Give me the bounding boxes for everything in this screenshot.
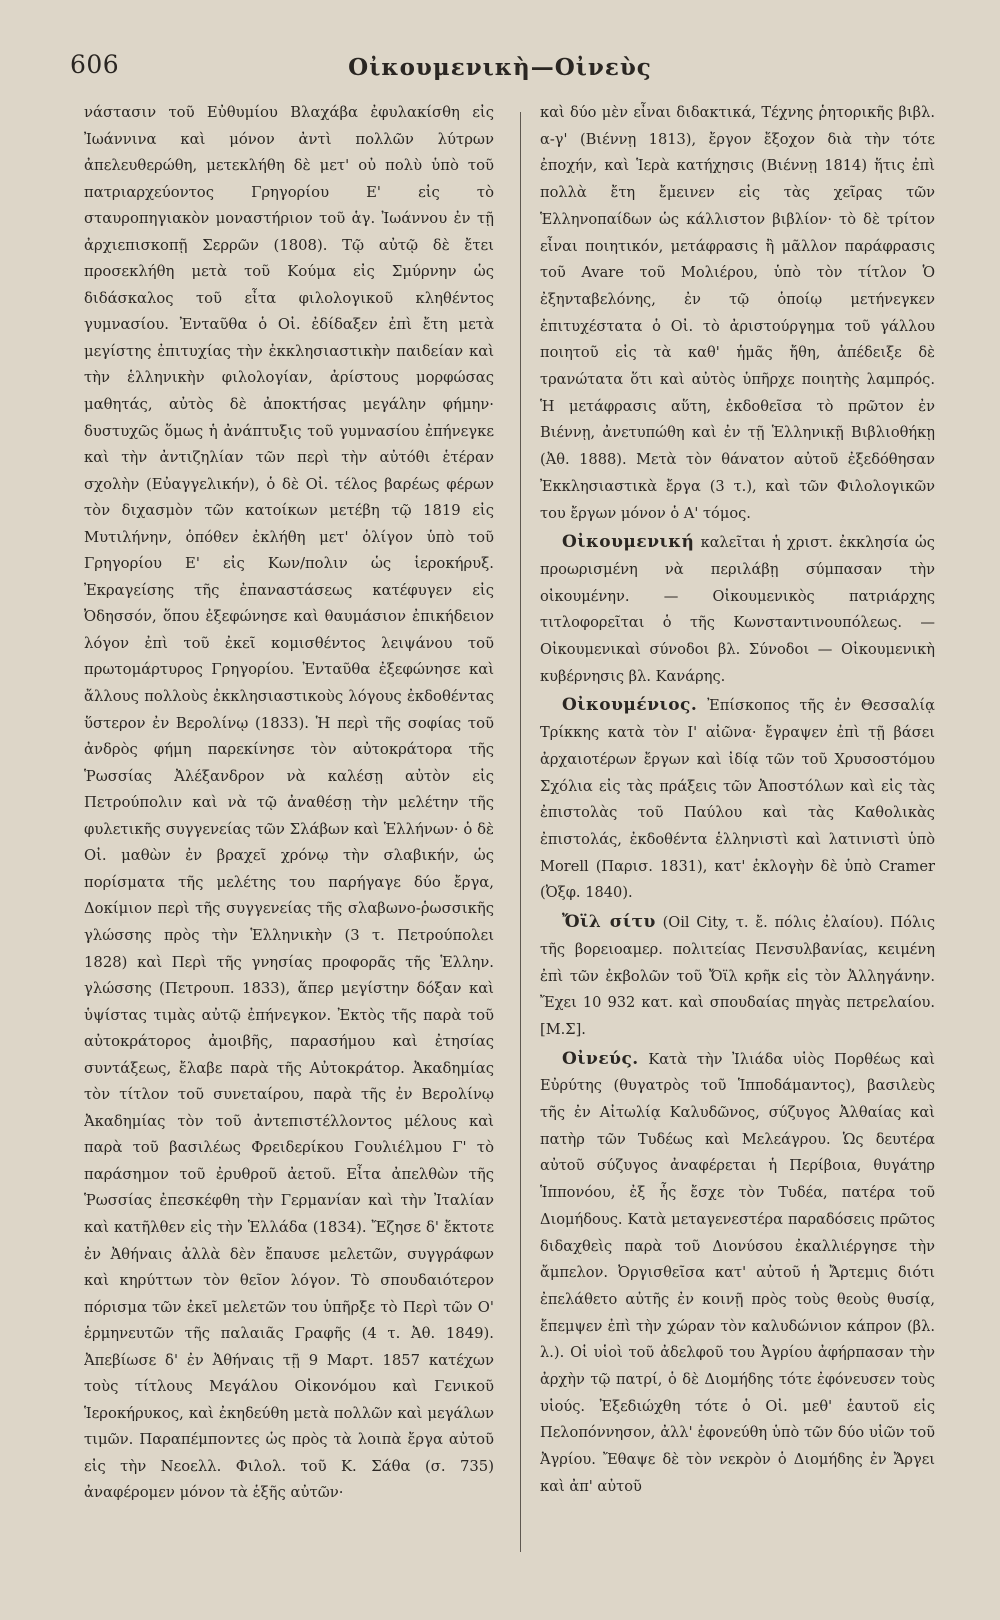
- right-column: [540, 100, 935, 1610]
- entry-headword: Ὄϊλ σίτυ: [562, 912, 656, 933]
- entry-text: (Oil City, τ. ἔ. πόλις ἐλαίου). Πόλις τῆς βορειοαμερ. πολιτείας Πενσυλβανίας, κειμένη ἐπὶ τῶν ἐκβολῶν τοῦ Ὄϊλ κρῆκ εἰς τὸν Ἀλληγάνην. Ἔχει 10 932 κατ. καὶ σπουδαίας πηγὰς πετρελαίου. [Μ.Σ].: [540, 914, 935, 1038]
- entry-text: καὶ δύο μὲν εἶναι διδακτικά, Τέχνης ῥητορικῆς βιβλ. α-γ' (Βιέννῃ 1813), ἔργον ἔξοχον διὰ τὴν τότε ἐποχήν, καὶ Ἱερὰ κατήχησις (Βιέννῃ 1814) ἥτις ἐπὶ πολλὰ ἔτη ἔμεινεν εἰς τὰς χεῖρας τῶν Ἑλληνοπαίδων ὡς κάλλιστον βιβλίον· τὸ δὲ τρίτον εἶναι ποιητικόν, μετάφρασις ἢ μᾶλλον παράφρασις τοῦ Avare τοῦ Μολιέρου, ὑπὸ τὸν τίτλον Ὁ ἐξηνταβελόνης, ἐν τῷ ὁποίῳ μετήνεγκεν ἐπιτυχέστατα ὁ Οἰ. τὸ ἀριστούργημα τοῦ γάλλου ποιητοῦ εἰς τὰ καθ' ἡμᾶς ἤθη, ἀπέδειξε δὲ τρανώτατα ὅτι καὶ αὐτὸς ὑπῆρχε ποιητὴς λαμπρός. Ἡ μετάφρασις αὕτη, ἐκδοθεῖσα τὸ πρῶτον ἐν Βιέννῃ, ἀνετυπώθη καὶ ἐν τῇ Ἑλληνικῇ Βιβλιοθήκῃ (Ἀθ. 1888). Μετὰ τὸν θάνατον αὐτοῦ ἐξεδόθησαν Ἐκκλησιαστικὰ ἔργα (3 τ.), καὶ τῶν Φιλολογικῶν του ἔργων μόνον ὁ Α' τόμος.: [540, 104, 935, 522]
- entry-text: Ἐπίσκοπος τῆς ἐν Θεσσαλίᾳ Τρίκκης κατὰ τὸν Ι' αἰῶνα· ἔγραψεν ἐπὶ τῇ βάσει ἀρχαιοτέρων ἔργων καὶ ἰδίᾳ τῶν τοῦ Χρυσοστόμου Σχόλια εἰς τὰς πράξεις τῶν Ἀποστόλων καὶ εἰς τὰς ἐπιστολὰς τοῦ Παύλου καὶ τὰς Καθολικὰς ἐπιστολάς, ἐκδοθέντα ἑλληνιστὶ καὶ λατινιστὶ ὑπὸ Morell (Παρισ. 1831), κατ' ἐκλογὴν δὲ ὑπὸ Cramer (Ὀξφ. 1840).: [540, 697, 935, 902]
- entry-text: καλεῖται ἡ χριστ. ἐκκλησία ὡς προωρισμένη νὰ περιλάβῃ σύμπασαν τὴν οἰκουμένην. — Οἰκουμενικὸς πατριάρχης τιτλοφορεῖται ὁ τῆς Κωνσταντινουπόλεως. — Οἰκουμενικαὶ σύνοδοι βλ. Σύνοδοι — Οἰκουμενικὴ κυβέρνησις βλ. Κανάρης.: [540, 534, 935, 685]
- entry-oil-city: [540, 909, 935, 1044]
- entry-oikoumeniki: [540, 529, 935, 690]
- entry-headword: Οἰκουμενική: [562, 532, 695, 553]
- running-head: Οἰκουμενικὴ—Οἰνεὺς: [348, 54, 652, 81]
- entry-headword: Οἰκουμένιος.: [562, 695, 698, 716]
- entry-oineus: [540, 1046, 935, 1501]
- right-paragraph-continuation: [540, 100, 935, 527]
- left-paragraph: νάστασιν τοῦ Εὐθυμίου Βλαχάβα ἐφυλακίσθη εἰς Ἰωάννινα καὶ μόνον ἀντὶ πολλῶν λύτρων ἀπελευθερώθη, μετεκλήθη δὲ μετ' οὐ πολὺ ὑπὸ τοῦ πατριαρχεύοντος Γρηγορίου Ε' εἰς τὸ σταυροπηγιακὸν μοναστήριον τοῦ ἁγ. Ἰωάννου ἐν τῇ ἀρχιεπισκοπῇ Σερρῶν (1808). Τῷ αὐτῷ δὲ ἔτει προσεκλήθη μετὰ τοῦ Κούμα εἰς Σμύρνην ὡς διδάσκαλος τοῦ εἶτα φιλολογικοῦ κληθέντος γυμνασίου. Ἐνταῦθα ὁ Οἰ. ἐδίδαξεν ἐπὶ ἔτη μετὰ μεγίστης ἐπιτυχίας τὴν ἐκκλησιαστικὴν παιδείαν καὶ τὴν ἑλληνικὴν φιλολογίαν, ἀρίστους μορφώσας μαθητάς, αὐτὸς δὲ ἀποκτήσας μεγάλην φήμην· δυστυχῶς ὅμως ἡ ἀνάπτυξις τοῦ γυμνασίου ἐπήνεγκε καὶ τὴν ἀντιζηλίαν τῶν περὶ τὴν αὐτόθι ἑτέραν σχολὴν (Εὐαγγελικήν), ὁ δὲ Οἰ. τέλος βαρέως φέρων τὸν διχασμὸν τῶν κατοίκων μετέβη τῷ 1819 εἰς Μυτιλήνην, ὁπόθεν ἐκλήθη μετ' ὀλίγον ὑπὸ τοῦ Γρηγορίου Ε' εἰς Κων/πολιν ὡς ἱεροκήρυξ. Ἐκραγείσης τῆς ἐπαναστάσεως κατέφυγεν εἰς Ὀδησσόν, ὅπου ἐξεφώνησε καὶ θαυμάσιον ἐπικήδειον λόγον ἐπὶ τοῦ ἐκεῖ κομισθέντος λειψάνου τοῦ πρωτομάρτυρος Γρηγορίου. Ἐνταῦθα ἐξεφώνησε καὶ ἄλλους πολλοὺς ἐκκλησιαστικοὺς λόγους ἐκδοθέντας ὕστερον ἐν Βερολίνῳ (1833). Ἡ περὶ τῆς σοφίας τοῦ ἀνδρὸς φήμη παρεκίνησε τὸν αὐτοκράτορα τῆς Ῥωσσίας Ἀλέξανδρον νὰ καλέσῃ αὐτὸν εἰς Πετρούπολιν καὶ νὰ τῷ ἀναθέσῃ τὴν μελέτην τῆς φυλετικῆς συγγενείας τῶν Σλάβων καὶ Ἑλλήνων· ὁ δὲ Οἰ. μαθὼν ἐν βραχεῖ χρόνῳ τὴν σλαβικήν, ὡς πορίσματα τῆς μελέτης του παρήγαγε δύο ἔργα, Δοκίμιον περὶ τῆς συγγενείας τῆς σλαβωνο-ῥωσσικῆς γλώσσης πρὸς τὴν Ἑλληνικὴν (3 τ. Πετρούπολει 1828) καὶ Περὶ τῆς γνησίας προφορᾶς τῆς Ἑλλην. γλώσσης (Πετρουπ. 1833), ἅπερ μεγίστην δόξαν καὶ ὑψίστας τιμὰς αὐτῷ ἐπήνεγκον. Ἐκτὸς τῆς παρὰ τοῦ αὐτοκράτορος ἀμοιβῆς, παρασήμου καὶ ἐτησίας συντάξεως, ἔλαβε παρὰ τῆς Αὐτοκράτορ. Ἀκαδημίας τὸν τίτλον τοῦ συνεταίρου, παρὰ τῆς ἐν Βερολίνῳ Ἀκαδημίας τὸν τοῦ ἀντεπιστέλλοντος μέλους καὶ παρὰ τοῦ βασιλέως Φρειδερίκου Γουλιέλμου Γ' τὸ παράσημον τοῦ ἐρυθροῦ ἀετοῦ. Εἶτα ἀπελθὼν τῆς Ῥωσσίας ἐπεσκέφθη τὴν Γερμανίαν καὶ τὴν Ἰταλίαν καὶ κατῆλθεν εἰς τὴν Ἑλλάδα (1834). Ἔζησε δ' ἔκτοτε ἐν Ἀθήναις ἀλλὰ δὲν ἔπαυσε μελετῶν, συγγράφων καὶ κηρύττων τὸν θεῖον λόγον. Τὸ σπουδαιότερον πόρισμα τῶν ἐκεῖ μελετῶν του ὑπῆρξε τὸ Περὶ τῶν Ο' ἑρμηνευτῶν τῆς παλαιᾶς Γραφῆς (4 τ. Ἀθ. 1849). Ἀπεβίωσε δ' ἐν Ἀθήναις τῇ 9 Μαρτ. 1857 κατέχων τοὺς τίτλους Μεγάλου Οἰκονόμου καὶ Γενικοῦ Ἱεροκήρυκος, καὶ ἐκηδεύθη μετὰ πολλῶν καὶ μεγάλων τιμῶν. Παραπέμποντες ὡς πρὸς τὰ λοιπὰ ἔργα αὐτοῦ εἰς τὴν Νεοελλ. Φιλολ. τοῦ Κ. Σάθα (σ. 735) ἀναφέρομεν μόνον τὰ ἑξῆς αὐτῶν·: [84, 104, 494, 1502]
- entry-oikoumenios: [540, 692, 935, 907]
- entry-text: Κατὰ τὴν Ἰλιάδα υἱὸς Πορθέως καὶ Εὐρύτης (θυγατρὸς τοῦ Ἱπποδάμαντος), βασιλεὺς τῆς ἐν Αἰτωλίᾳ Καλυδῶνος, σύζυγος Ἀλθαίας καὶ πατὴρ τῶν Τυδέως καὶ Μελεάγρου. Ὡς δευτέρα αὐτοῦ σύζυγος ἀναφέρεται ἡ Περίβοια, θυγάτηρ Ἱππονόου, ἐξ ἧς ἔσχε τὸν Τυδέα, πατέρα τοῦ Διομήδους. Κατὰ μεταγενεστέρα παραδόσεις πρῶτος διδαχθεὶς παρὰ τοῦ Διονύσου ἐκαλλιέργησε τὴν ἄμπελον. Ὀργισθεῖσα κατ' αὐτοῦ ἡ Ἄρτεμις διότι ἐπελάθετο αὐτῆς ἐν κοινῇ πρὸς τοὺς θεοὺς θυσίᾳ, ἔπεμψεν ἐπὶ τὴν χώραν τὸν καλυδώνιον κάπρον (βλ. λ.). Οἱ υἱοὶ τοῦ ἀδελφοῦ του Ἀγρίου ἀφήρπασαν τὴν ἀρχὴν τῷ πατρί, ὁ δὲ Διομήδης τότε ἐφόνευσεν τοὺς υἱούς. Ἐξεδιώχθη τότε ὁ Οἰ. μεθ' ἑαυτοῦ εἰς Πελοπόννησον, ἀλλ' ἐφονεύθη ὑπὸ τῶν δύο υἱῶν τοῦ Ἀγρίου. Ἔθαψε δὲ τὸν νεκρὸν ὁ Διομήδης ἐν Ἄργει καὶ ἀπ' αὐτοῦ: [540, 1050, 935, 1495]
- left-column: [84, 100, 494, 1610]
- column-divider: [520, 112, 521, 1552]
- entry-headword: Οἰνεύς.: [562, 1048, 639, 1069]
- page-number: 606: [70, 50, 120, 79]
